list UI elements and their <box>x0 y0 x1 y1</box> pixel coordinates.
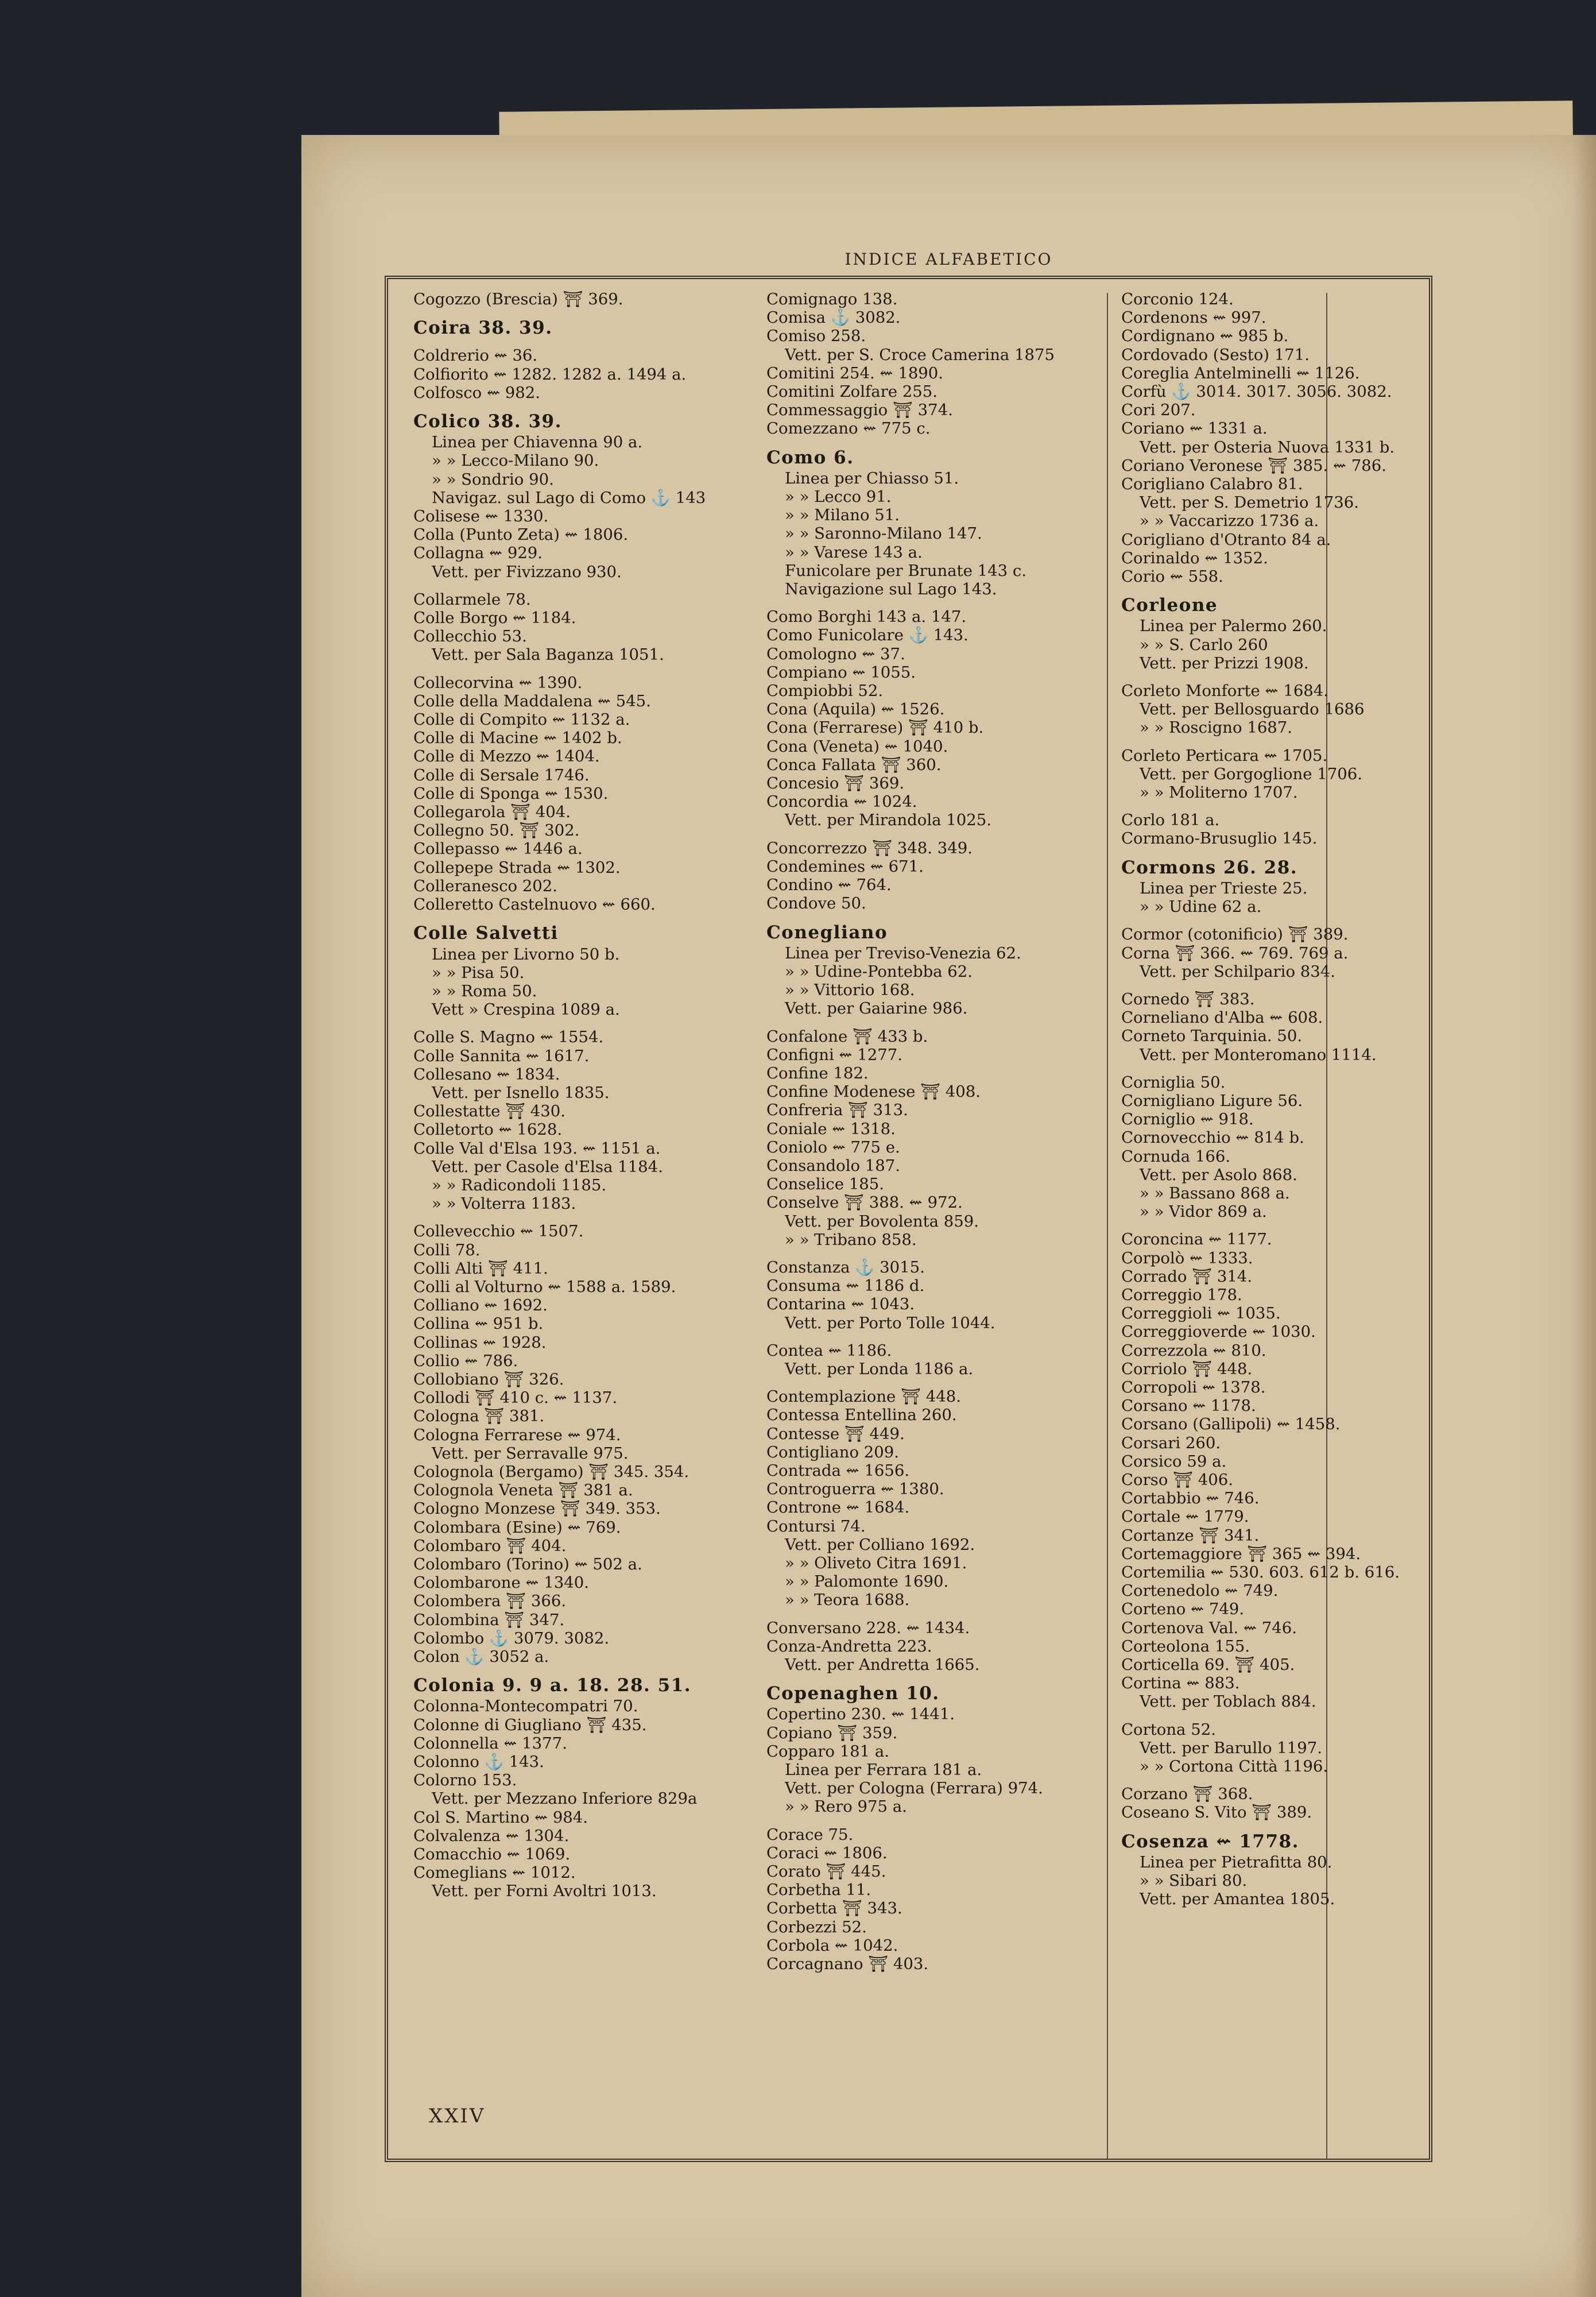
index-entry: Coniolo ⇜ 775 e. <box>766 1138 900 1157</box>
index-entry: Cona (Aquila) ⇜ 1526. <box>766 700 945 719</box>
index-entry: Corleto Perticara ⇜ 1705. <box>1121 746 1328 765</box>
index-entry: Correggio 178. <box>1121 1285 1242 1304</box>
index-entry: Consuma ⇜ 1186 d. <box>766 1277 925 1296</box>
index-entry: Condino ⇜ 764. <box>766 876 892 895</box>
index-heading: Coira 38. 39. <box>413 318 553 339</box>
index-subentry: » » S. Carlo 260 <box>1140 635 1268 654</box>
index-entry: Confalone ⛩ 433 b. <box>766 1027 928 1046</box>
index-subentry: Vett. per Barullo 1197. <box>1140 1738 1323 1757</box>
index-entry: Colonno ⚓ 143. <box>413 1753 544 1772</box>
index-entry: Colorno 153. <box>413 1771 517 1790</box>
index-entry: Colle di Sersale 1746. <box>413 765 590 784</box>
index-entry: Colisese ⇜ 1330. <box>413 507 549 526</box>
index-entry: Corlo 181 a. <box>1121 811 1220 830</box>
index-entry: Corriolo ⛩ 448. <box>1121 1359 1253 1378</box>
index-entry: Corinaldo ⇜ 1352. <box>1121 548 1268 567</box>
index-entry: Comiso 258. <box>766 327 866 346</box>
index-subentry: Linea per Trieste 25. <box>1140 879 1308 898</box>
index-entry: Cortanze ⛩ 341. <box>1121 1526 1260 1545</box>
index-subentry: Vett. per Serravalle 975. <box>432 1444 629 1463</box>
index-entry: Corrado ⛩ 314. <box>1121 1267 1253 1286</box>
index-subentry: Linea per Pietrafitta 80. <box>1140 1853 1332 1871</box>
index-heading: Copenaghen 10. <box>766 1683 940 1704</box>
index-entry: Cologna ⛩ 381. <box>413 1407 545 1426</box>
index-subentry: » » Sondrio 90. <box>432 470 554 489</box>
index-entry: Confreria ⛩ 313. <box>766 1101 908 1120</box>
index-entry: Cortabbio ⇜ 746. <box>1121 1489 1260 1508</box>
index-entry: Collesano ⇜ 1834. <box>413 1065 560 1084</box>
index-subentry: Navigaz. sul Lago di Como ⚓ 143 <box>432 488 706 507</box>
index-entry: Como Funicolare ⚓ 143. <box>766 626 969 645</box>
index-entry: Collecchio 53. <box>413 627 527 646</box>
index-entry: Confine Modenese ⛩ 408. <box>766 1082 981 1101</box>
index-subentry: Vett. per Porto Tolle 1044. <box>785 1313 995 1332</box>
index-subentry: Vett. per Osteria Nuova 1331 b. <box>1140 438 1395 457</box>
index-entry: Copiano ⛩ 359. <box>766 1723 898 1742</box>
index-entry: Correzzola ⇜ 810. <box>1121 1341 1266 1360</box>
index-entry: Colombara (Esine) ⇜ 769. <box>413 1518 621 1537</box>
index-entry: Cornedo ⛩ 383. <box>1121 989 1255 1008</box>
index-entry: Condove 50. <box>766 894 866 913</box>
index-subentry: » » Palomonte 1690. <box>785 1572 949 1591</box>
index-heading: Como 6. <box>766 447 854 468</box>
index-entry: Colletorto ⇜ 1628. <box>413 1120 563 1139</box>
index-subentry: » » Roma 50. <box>432 981 537 1000</box>
index-subentry: Linea per Palermo 260. <box>1140 617 1327 636</box>
index-subentry: Vett. per Sala Baganza 1051. <box>432 645 664 664</box>
index-entry: Collegno 50. ⛩ 302. <box>413 821 580 840</box>
index-subentry: Linea per Ferrara 181 a. <box>785 1761 982 1780</box>
index-entry: Corropoli ⇜ 1378. <box>1121 1378 1266 1397</box>
index-entry: Cortenedolo ⇜ 749. <box>1121 1581 1279 1600</box>
index-entry: Cortemaggiore ⛩ 365 ⇜ 394. <box>1121 1544 1361 1563</box>
index-entry: Cornigliano Ligure 56. <box>1121 1091 1303 1110</box>
index-entry: Corio ⇜ 558. <box>1121 567 1223 586</box>
index-subentry: » » Pisa 50. <box>432 963 525 982</box>
index-entry: Condemines ⇜ 671. <box>766 857 924 876</box>
index-entry: Corneliano d'Alba ⇜ 608. <box>1121 1008 1323 1027</box>
index-entry: Coriano ⇜ 1331 a. <box>1121 419 1268 438</box>
index-column-2 <box>766 290 1105 2214</box>
index-entry: Commessaggio ⛩ 374. <box>766 401 953 420</box>
index-entry: Controguerra ⇜ 1380. <box>766 1480 944 1499</box>
index-entry: Colli Alti ⛩ 411. <box>413 1259 548 1278</box>
index-entry: Corigliano Calabro 81. <box>1121 475 1303 494</box>
index-entry: Compiano ⇜ 1055. <box>766 663 916 682</box>
index-entry: Corniglia 50. <box>1121 1073 1226 1092</box>
index-entry: Contursi 74. <box>766 1517 866 1536</box>
index-entry: Contrada ⇜ 1656. <box>766 1461 910 1480</box>
index-subentry: » » Udine 62 a. <box>1140 898 1262 917</box>
index-entry: Colle Borgo ⇜ 1184. <box>413 609 576 628</box>
index-subentry: » » Moliterno 1707. <box>1140 783 1298 802</box>
index-entry: Comignago 138. <box>766 290 898 308</box>
index-entry: Conza-Andretta 223. <box>766 1637 932 1656</box>
index-entry: Colle di Mezzo ⇜ 1404. <box>413 747 600 766</box>
index-entry: Colfosco ⇜ 982. <box>413 383 540 402</box>
index-entry: Colle S. Magno ⇜ 1554. <box>413 1028 604 1047</box>
index-entry: Concordia ⇜ 1024. <box>766 792 917 811</box>
index-entry: Cori 207. <box>1121 401 1196 420</box>
index-entry: Collestatte ⛩ 430. <box>413 1102 566 1121</box>
index-subentry: » » Milano 51. <box>785 506 900 525</box>
index-entry: Corbezzi 52. <box>766 1917 867 1936</box>
index-entry: Colonne di Giugliano ⛩ 435. <box>413 1715 647 1734</box>
index-entry: Cologno Monzese ⛩ 349. 353. <box>413 1499 661 1518</box>
index-subentry: Vett » Crespina 1089 a. <box>432 1000 620 1019</box>
index-heading: Colle Salvetti <box>413 923 559 944</box>
index-heading: Corleone <box>1121 595 1218 616</box>
index-subentry: » » Vidor 869 a. <box>1140 1202 1267 1221</box>
index-subentry: Linea per Livorno 50 b. <box>432 945 620 964</box>
index-entry: Cortina ⇜ 883. <box>1121 1674 1240 1693</box>
index-entry: Colombo ⚓ 3079. 3082. <box>413 1629 610 1648</box>
index-entry: Coraci ⇜ 1806. <box>766 1843 888 1862</box>
index-entry: Coroncina ⇜ 1177. <box>1121 1230 1272 1249</box>
index-subentry: Vett. per Gorgoglione 1706. <box>1140 764 1362 783</box>
index-entry: Contessa Entellina 260. <box>766 1406 957 1425</box>
index-entry: Cormor (cotonificio) ⛩ 389. <box>1121 925 1349 944</box>
index-entry: Constanza ⚓ 3015. <box>766 1258 925 1277</box>
index-entry: Corticella 69. ⛩ 405. <box>1121 1656 1295 1675</box>
index-entry: Corniglio ⇜ 918. <box>1121 1110 1254 1129</box>
index-subentry: » » Lecco-Milano 90. <box>432 451 599 470</box>
index-entry: Controne ⇜ 1684. <box>766 1498 910 1517</box>
index-entry: Copertino 230. ⇜ 1441. <box>766 1705 955 1724</box>
index-heading: Colico 38. 39. <box>413 411 562 432</box>
index-entry: Coreglia Antelminelli ⇜ 1126. <box>1121 364 1360 382</box>
index-entry: Cortemilia ⇜ 530. 603. 612 b. 616. <box>1121 1563 1400 1581</box>
index-subentry: » » Teora 1688. <box>785 1591 910 1610</box>
page-number: XXIV <box>429 2105 486 2128</box>
index-subentry: Funicolare per Brunate 143 c. <box>785 561 1026 580</box>
index-entry: Cordignano ⇜ 985 b. <box>1121 327 1289 346</box>
index-subentry: » » Udine-Pontebba 62. <box>785 962 973 981</box>
index-entry: Comacchio ⇜ 1069. <box>413 1845 571 1864</box>
index-entry: Cona (Veneta) ⇜ 1040. <box>766 737 948 756</box>
index-entry: Coldrerio ⇜ 36. <box>413 346 538 365</box>
index-entry: Colombaro ⛩ 404. <box>413 1536 567 1555</box>
index-subentry: » » Radicondoli 1185. <box>432 1175 607 1194</box>
index-subentry: » » Vittorio 168. <box>785 981 915 1000</box>
index-entry: Colliano ⇜ 1692. <box>413 1296 548 1315</box>
index-entry: Como Borghi 143 a. 147. <box>766 608 967 627</box>
index-entry: Colle Sannita ⇜ 1617. <box>413 1046 590 1065</box>
index-entry: Conselice 185. <box>766 1175 884 1194</box>
index-subentry: Vett. per S. Croce Camerina 1875 <box>785 345 1055 364</box>
index-entry: Contemplazione ⛩ 448. <box>766 1387 961 1406</box>
index-subentry: » » Saronno-Milano 147. <box>785 524 982 543</box>
index-subentry: Linea per Chiavenna 90 a. <box>432 433 643 452</box>
index-entry: Collegarola ⛩ 404. <box>413 803 571 822</box>
index-heading: Cosenza ⇜ 1778. <box>1121 1831 1299 1852</box>
index-subentry: Vett. per Forni Avoltri 1013. <box>432 1882 657 1901</box>
index-entry: Colfiorito ⇜ 1282. 1282 a. 1494 a. <box>413 365 687 384</box>
index-entry: Concorrezzo ⛩ 348. 349. <box>766 838 973 857</box>
index-entry: Collecorvina ⇜ 1390. <box>413 673 583 692</box>
index-entry: Corsano ⇜ 1178. <box>1121 1397 1256 1416</box>
index-entry: Colle di Sponga ⇜ 1530. <box>413 784 609 803</box>
index-subentry: Vett. per Fivizzano 930. <box>432 562 622 581</box>
index-entry: Comologno ⇜ 37. <box>766 644 905 663</box>
index-subentry: » » Varese 143 a. <box>785 543 923 562</box>
index-subentry: Vett. per Casole d'Elsa 1184. <box>432 1157 663 1176</box>
index-entry: Collepasso ⇜ 1446 a. <box>413 840 583 859</box>
index-subentry: Vett. per Bovolenta 859. <box>785 1212 979 1231</box>
index-entry: Contigliano 209. <box>766 1443 899 1461</box>
index-subentry: » » Sibari 80. <box>1140 1871 1248 1890</box>
index-entry: Cortenova Val. ⇜ 746. <box>1121 1618 1297 1637</box>
index-subentry: Vett. per Mezzano Inferiore 829a <box>432 1789 698 1808</box>
index-entry: Comitini 254. ⇜ 1890. <box>766 364 944 382</box>
index-entry: Correggioverde ⇜ 1030. <box>1121 1322 1316 1341</box>
index-subentry: Vett. per Schilpario 834. <box>1140 962 1335 981</box>
index-entry: Corpolò ⇜ 1333. <box>1121 1248 1253 1267</box>
index-subentry: Vett. per Londa 1186 a. <box>785 1359 974 1378</box>
index-entry: Colombaro (Torino) ⇜ 502 a. <box>413 1555 642 1573</box>
index-subentry: » » Tribano 858. <box>785 1230 917 1249</box>
index-subentry: Vett. per Bellosguardo 1686 <box>1140 700 1365 719</box>
index-entry: Colognola (Bergamo) ⛩ 345. 354. <box>413 1462 689 1481</box>
index-entry: Cortale ⇜ 1779. <box>1121 1507 1249 1526</box>
index-heading: Cormons 26. 28. <box>1121 857 1298 878</box>
index-entry: Contesse ⛩ 449. <box>766 1424 905 1443</box>
index-entry: Collodi ⛩ 410 c. ⇜ 1137. <box>413 1389 618 1407</box>
page-edge <box>1573 135 1596 2297</box>
index-entry: Comisa ⚓ 3082. <box>766 308 901 327</box>
index-entry: Collobiano ⛩ 326. <box>413 1370 564 1389</box>
page-header: INDICE ALFABETICO <box>845 250 1053 269</box>
index-entry: Colombera ⛩ 366. <box>413 1592 567 1611</box>
index-entry: Colleranesco 202. <box>413 876 558 895</box>
index-entry: Corteno ⇜ 749. <box>1121 1600 1245 1619</box>
index-entry: Cogozzo (Brescia) ⛩ 369. <box>413 290 623 308</box>
index-subentry: » » Bassano 868 a. <box>1140 1184 1290 1202</box>
index-entry: Corato ⛩ 445. <box>766 1862 886 1881</box>
index-entry: Configni ⇜ 1277. <box>766 1045 903 1064</box>
index-subentry: Vett. per Andretta 1665. <box>785 1656 980 1675</box>
index-entry: Corace 75. <box>766 1825 854 1844</box>
index-subentry: Vett. per Monteromano 1114. <box>1140 1045 1377 1064</box>
index-entry: Coniale ⇜ 1318. <box>766 1119 896 1138</box>
index-entry: Collevecchio ⇜ 1507. <box>413 1222 584 1241</box>
index-entry: Corso ⛩ 406. <box>1121 1470 1234 1489</box>
index-subentry: » » Vaccarizzo 1736 a. <box>1140 512 1319 531</box>
index-entry: Collinas ⇜ 1928. <box>413 1333 547 1352</box>
index-subentry: Linea per Treviso-Venezia 62. <box>785 943 1021 962</box>
index-entry: Colle Val d'Elsa 193. ⇜ 1151 a. <box>413 1139 661 1158</box>
index-entry: Contea ⇜ 1186. <box>766 1341 892 1360</box>
index-entry: Corcagnano ⛩ 403. <box>766 1955 929 1974</box>
index-entry: Comeglians ⇜ 1012. <box>413 1863 576 1882</box>
index-entry: Comitini Zolfare 255. <box>766 382 938 401</box>
index-entry: Collarmele 78. <box>413 590 531 609</box>
index-subentry: Navigazione sul Lago 143. <box>785 580 997 599</box>
index-subentry: Vett. per Asolo 868. <box>1140 1165 1297 1184</box>
index-entry: Corfù ⚓ 3014. 3017. 3056. 3082. <box>1121 382 1392 401</box>
index-subentry: Vett. per Gaiarine 986. <box>785 999 968 1018</box>
index-entry: Colle di Compito ⇜ 1132 a. <box>413 710 630 729</box>
index-entry: Coseano S. Vito ⛩ 389. <box>1121 1803 1312 1822</box>
index-entry: Colla (Punto Zeta) ⇜ 1806. <box>413 525 629 544</box>
index-entry: Collio ⇜ 786. <box>413 1351 518 1370</box>
index-entry: Corteolona 155. <box>1121 1637 1250 1656</box>
index-subentry: » » Roscigno 1687. <box>1140 718 1293 737</box>
column-divider <box>1107 293 1108 2159</box>
index-entry: Corleto Monforte ⇜ 1684. <box>1121 682 1329 701</box>
index-subentry: Linea per Chiasso 51. <box>785 469 959 488</box>
index-entry: Colonnella ⇜ 1377. <box>413 1734 567 1753</box>
index-entry: Corna ⛩ 366. ⇜ 769. 769 a. <box>1121 943 1349 962</box>
index-entry: Correggioli ⇜ 1035. <box>1121 1304 1281 1323</box>
index-entry: Colli al Volturno ⇜ 1588 a. 1589. <box>413 1277 676 1296</box>
index-entry: Collagna ⇜ 929. <box>413 544 543 563</box>
index-subentry: Vett. per Amantea 1805. <box>1140 1890 1335 1909</box>
index-entry: Coriano Veronese ⛩ 385. ⇜ 786. <box>1121 456 1387 475</box>
index-subentry: » » Oliveto Citra 1691. <box>785 1554 967 1572</box>
index-subentry: » » Rero 975 a. <box>785 1797 907 1816</box>
index-entry: Corneto Tarquinia. 50. <box>1121 1027 1303 1046</box>
index-entry: Consandolo 187. <box>766 1156 901 1175</box>
index-entry: Cornovecchio ⇜ 814 b. <box>1121 1128 1304 1147</box>
index-entry: Collepepe Strada ⇜ 1302. <box>413 858 621 877</box>
book-page <box>301 135 1596 2297</box>
index-subentry: Vett. per Isnello 1835. <box>432 1083 610 1102</box>
index-entry: Conversano 228. ⇜ 1434. <box>766 1618 970 1637</box>
index-entry: Cona (Ferrarese) ⛩ 410 b. <box>766 718 984 737</box>
index-entry: Cologna Ferrarese ⇜ 974. <box>413 1425 621 1444</box>
index-entry: Cordenons ⇜ 997. <box>1121 308 1266 327</box>
index-entry: Colonna-Montecompatri 70. <box>413 1697 638 1716</box>
index-entry: Colle di Macine ⇜ 1402 b. <box>413 729 622 748</box>
index-subentry: Vett. per Prizzi 1908. <box>1140 653 1309 672</box>
index-entry: Colle della Maddalena ⇜ 545. <box>413 691 651 710</box>
index-entry: Cortona 52. <box>1121 1720 1216 1739</box>
index-entry: Corconio 124. <box>1121 290 1234 308</box>
index-heading: Colonia 9. 9 a. 18. 28. 51. <box>413 1675 692 1696</box>
index-entry: Corbetta ⛩ 343. <box>766 1899 902 1918</box>
index-entry: Comezzano ⇜ 775 c. <box>766 419 931 438</box>
index-entry: Collina ⇜ 951 b. <box>413 1314 544 1333</box>
index-entry: Colombina ⛩ 347. <box>413 1610 565 1629</box>
index-subentry: » » Cortona Città 1196. <box>1140 1757 1328 1776</box>
index-subentry: Vett. per Cologna (Ferrara) 974. <box>785 1779 1043 1798</box>
index-entry: Copparo 181 a. <box>766 1742 890 1761</box>
index-entry: Corsari 260. <box>1121 1433 1221 1452</box>
index-entry: Colognola Veneta ⛩ 381 a. <box>413 1481 633 1500</box>
index-entry: Corigliano d'Otranto 84 a. <box>1121 530 1331 549</box>
index-subentry: Vett. per Toblach 884. <box>1140 1692 1316 1711</box>
index-entry: Corbola ⇜ 1042. <box>766 1936 898 1955</box>
index-subentry: Vett. per S. Demetrio 1736. <box>1140 493 1359 512</box>
index-entry: Cornuda 166. <box>1121 1147 1231 1166</box>
index-entry: Colon ⚓ 3052 a. <box>413 1648 549 1666</box>
index-entry: Colvalenza ⇜ 1304. <box>413 1826 570 1845</box>
index-column-1 <box>413 290 752 2214</box>
index-subentry: » » Volterra 1183. <box>432 1194 576 1213</box>
index-subentry: » » Lecco 91. <box>785 488 892 506</box>
index-entry: Corsico 59 a. <box>1121 1452 1227 1471</box>
index-entry: Cormano-Brusuglio 145. <box>1121 829 1318 848</box>
index-entry: Corzano ⛩ 368. <box>1121 1785 1253 1804</box>
index-entry: Corsano (Gallipoli) ⇜ 1458. <box>1121 1415 1341 1434</box>
index-subentry: Vett. per Colliano 1692. <box>785 1535 975 1554</box>
index-entry: Concesio ⛩ 369. <box>766 774 905 793</box>
index-entry: Colombarone ⇜ 1340. <box>413 1573 589 1592</box>
index-entry: Conselve ⛩ 388. ⇜ 972. <box>766 1193 963 1212</box>
index-heading: Conegliano <box>766 922 888 943</box>
index-entry: Conca Fallata ⛩ 360. <box>766 755 942 774</box>
index-entry: Compiobbi 52. <box>766 682 884 701</box>
index-entry: Col S. Martino ⇜ 984. <box>413 1808 588 1827</box>
index-entry: Confine 182. <box>766 1064 869 1082</box>
index-entry: Contarina ⇜ 1043. <box>766 1295 915 1314</box>
index-column-3 <box>1121 290 1460 2214</box>
index-entry: Corbetha 11. <box>766 1881 871 1900</box>
index-entry: Cordovado (Sesto) 171. <box>1121 345 1310 364</box>
index-entry: Colli 78. <box>413 1240 481 1259</box>
index-entry: Colleretto Castelnuovo ⇜ 660. <box>413 895 656 914</box>
index-subentry: Vett. per Mirandola 1025. <box>785 811 991 830</box>
